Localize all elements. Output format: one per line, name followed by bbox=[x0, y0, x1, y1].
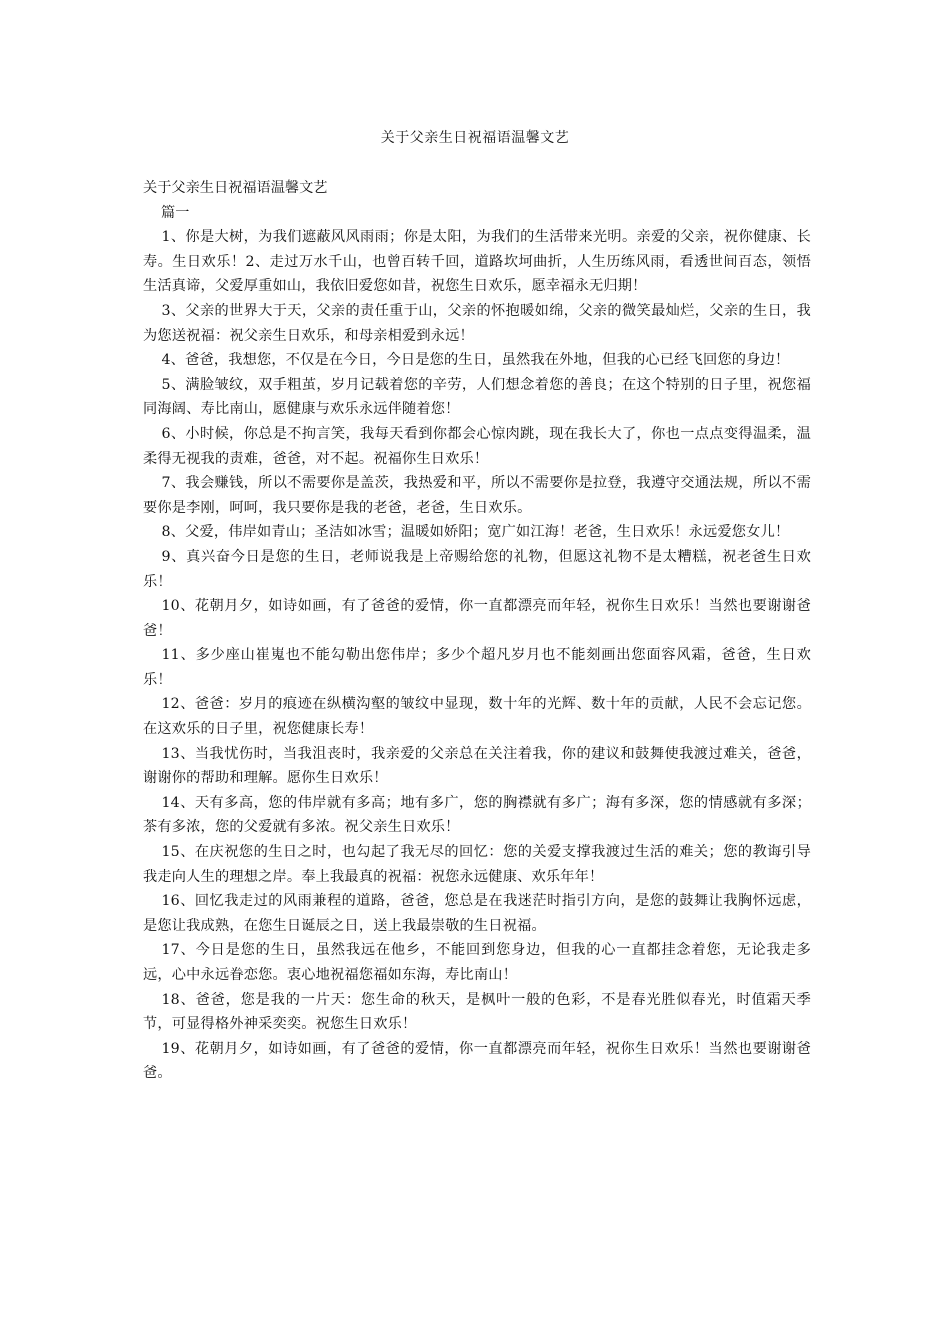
paragraph: 1、你是大树，为我们遮蔽风风雨雨；你是太阳，为我们的生活带来光明。亲爱的父亲，祝你健康、长寿。生日欢乐！2、走过万水千山，也曾百转千回，道路坎坷曲折，人生历练风雨，看透世间百态，领悟生活真谛，父爱厚重如山，我依旧爱您如昔，祝您生日欢乐，愿幸福永无归期！ bbox=[143, 229, 811, 295]
paragraph: 4、爸爸，我想您，不仅是在今日，今日是您的生日，虽然我在外地，但我的心已经飞回您的身边！ bbox=[161, 352, 790, 369]
paragraph: 14、天有多高，您的伟岸就有多高；地有多广，您的胸襟就有多广；海有多深，您的情感就有多深；茶有多浓，您的父爱就有多浓。祝父亲生日欢乐！ bbox=[143, 794, 811, 836]
section-label: 篇一 bbox=[161, 204, 190, 221]
paragraph: 10、花朝月夕，如诗如画，有了爸爸的爱情，你一直都漂亮而年轻，祝你生日欢乐！当然也要谢谢爸爸！ bbox=[143, 598, 811, 639]
paragraph: 3、父亲的世界大于天，父亲的责任重于山，父亲的怀抱暖如绵，父亲的微笑最灿烂，父亲的生日，我为您送祝福：祝父亲生日欢乐，和母亲相爱到永远！ bbox=[143, 302, 811, 344]
paragraph: 17、今日是您的生日，虽然我远在他乡，不能回到您身边，但我的心一直都挂念着您，无论我走多远，心中永远眷恋您。衷心地祝福您福如东海，寿比南山！ bbox=[143, 942, 811, 983]
paragraph: 16、回忆我走过的风雨兼程的道路，爸爸，您总是在我迷茫时指引方向，是您的鼓舞让我胸怀远虑，是您让我成熟，在您生日诞辰之日，送上我最崇敬的生日祝福。 bbox=[143, 893, 811, 934]
paragraph: 9、真兴奋今日是您的生日，老师说我是上帝赐给您的礼物，但愿这礼物不是太糟糕，祝老爸生日欢乐！ bbox=[143, 548, 811, 590]
paragraph: 12、爸爸：岁月的痕迹在纵横沟壑的皱纹中显现，数十年的光辉、数十年的贡献，人民不会忘记您。在这欢乐的日子里，祝您健康长寿！ bbox=[143, 696, 811, 738]
paragraph: 19、花朝月夕，如诗如画，有了爸爸的爱情，你一直都漂亮而年轻，祝你生日欢乐！当然也要谢谢爸爸。 bbox=[143, 1040, 811, 1082]
paragraph: 8、父爱，伟岸如青山；圣洁如冰雪；温暖如娇阳；宽广如江海！老爸，生日欢乐！永远爱您女儿！ bbox=[161, 524, 790, 541]
paragraph: 18、爸爸，您是我的一片天：您生命的秋天，是枫叶一般的色彩，不是春光胜似春光，时值霜天季节，可显得格外神采奕奕。祝您生日欢乐！ bbox=[143, 991, 811, 1033]
paragraph: 11、多少座山崔嵬也不能勾勒出您伟岸；多少个超凡岁月也不能刻画出您面容风霜，爸爸，生日欢乐！ bbox=[143, 647, 811, 688]
paragraph: 13、当我忧伤时，当我沮丧时，我亲爱的父亲总在关注着我，你的建议和鼓舞使我渡过难关，爸爸，谢谢你的帮助和理解。愿你生日欢乐！ bbox=[143, 745, 811, 787]
paragraph: 15、在庆祝您的生日之时，也勾起了我无尽的回忆：您的关爱支撑我渡过生活的难关；您的教诲引导我走向人生的理想之岸。奉上我最真的祝福：祝您永远健康、欢乐年年！ bbox=[143, 844, 811, 885]
document-body bbox=[143, 176, 811, 1086]
page-title: 关于父亲生日祝福语温馨文艺 bbox=[380, 130, 570, 146]
paragraph: 5、满脸皱纹，双手粗茧，岁月记载着您的辛劳，人们想念着您的善良；在这个特别的日子里，祝您福同海阔、寿比南山，愿健康与欢乐永远伴随着您！ bbox=[143, 376, 811, 418]
paragraph: 6、小时候，你总是不拘言笑，我每天看到你都会心惊肉跳，现在我长大了，你也一点点变得温柔，温柔得无视我的责难，爸爸，对不起。祝福你生日欢乐！ bbox=[143, 425, 811, 467]
document-subtitle: 关于父亲生日祝福语温馨文艺 bbox=[143, 180, 328, 196]
paragraph: 7、我会赚钱，所以不需要你是盖茨，我热爱和平，所以不需要你是拉登，我遵守交通法规，所以不需要你是李刚，呵呵，我只要你是我的老爸，老爸，生日欢乐。 bbox=[143, 475, 811, 516]
